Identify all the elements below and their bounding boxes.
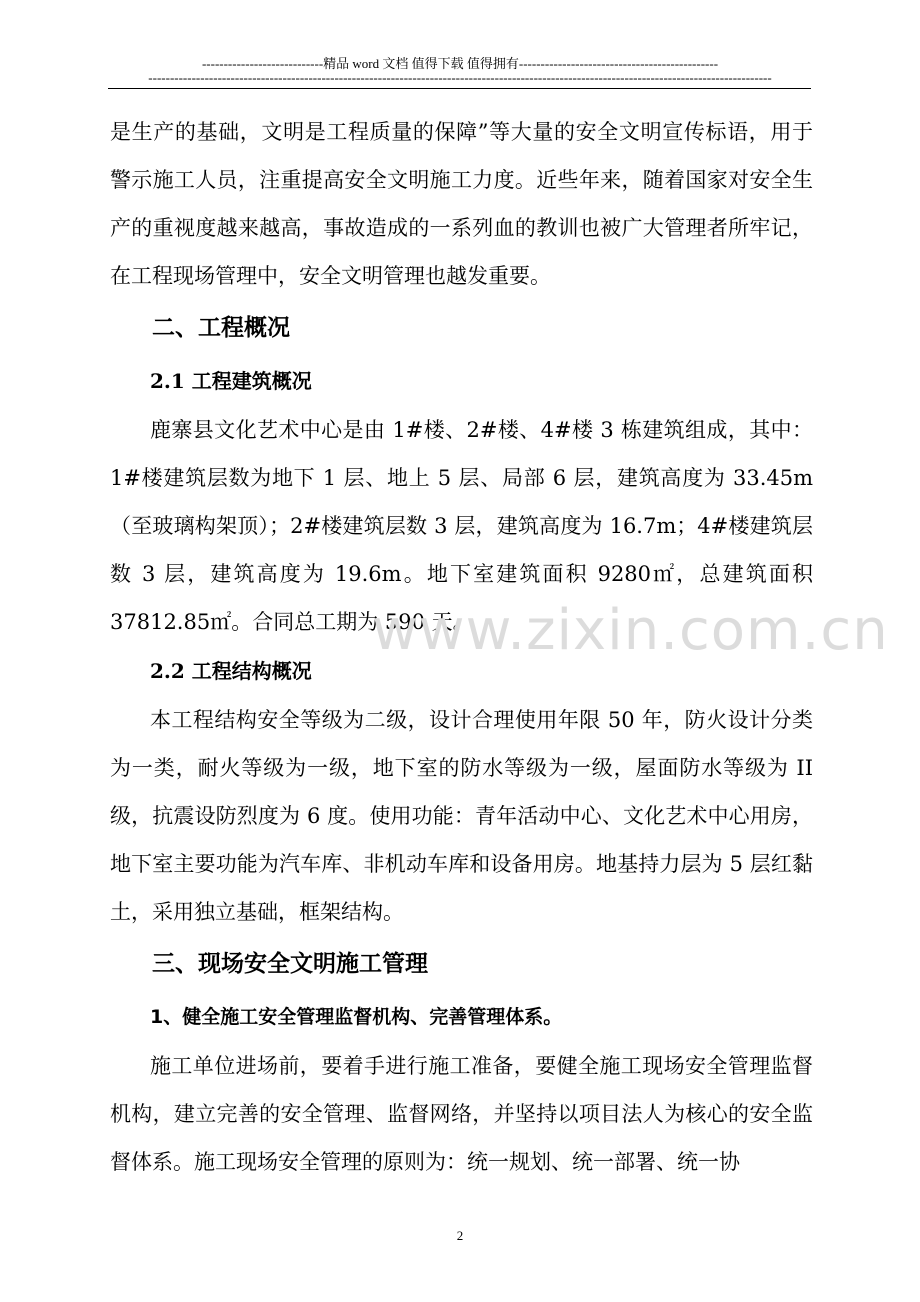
heading-safety-supervision: 1、健全施工安全管理监督机构、完善管理体系。 bbox=[150, 1006, 563, 1028]
paragraph-building-overview: 鹿寨县文化艺术中心是由 1#楼、2#楼、4#楼 3 栋建筑组成，其中：1#楼建筑层数为地下 1 层、地上 5 层、局部 6 层，建筑高度为 33.45m（至玻璃构架顶）；2#楼建筑层数 3 层，建筑高度为 16.7m；4#楼建筑层数 3 层，建筑高度为 19.6m。地下室建筑面积 9280㎡，总建筑面积 37812.85㎡。合同总工期为 590 天。 bbox=[110, 418, 813, 634]
header-rule bbox=[108, 88, 811, 89]
paragraph-safety-supervision: 施工单位进场前，要着手进行施工准备，要健全施工现场安全管理监督机构，建立完善的安全管理、监督网络，并坚持以项目法人为核心的安全监督体系。施工现场安全管理的原则为：统一规划、统一部署、统一协 bbox=[110, 1054, 813, 1174]
paragraph-structure-overview: 本工程结构安全等级为二级，设计合理使用年限 50 年，防火设计分类为一类，耐火等级为一级，地下室的防水等级为一级，屋面防水等级为 II 级，抗震设防烈度为 6 度。使用功能：青年活动中心、文化艺术中心用房，地下室主要功能为汽车库、非机动车库和设备用房。地基持力层为 5 层红黏土，采用独立基础，框架结构。 bbox=[110, 708, 813, 924]
heading-project-overview: 二、工程概况 bbox=[152, 315, 290, 341]
page-number: 2 bbox=[456, 1228, 464, 1243]
heading-building-overview: 2.1 工程建筑概况 bbox=[150, 369, 312, 393]
page-header-banner: ----------------------------精品 word 文档 值得下载 值得拥有---------------------------------------------- bbox=[201, 56, 719, 71]
watermark: www.zixin.com.cn bbox=[372, 598, 889, 663]
paragraph-intro: 是生产的基础，文明是工程质量的保障”等大量的安全文明宣传标语，用于警示施工人员，注重提高安全文明施工力度。近些年来，随着国家对安全生产的重视度越来越高，事故造成的一系列血的教训也被广大管理者所牢记，在工程现场管理中，安全文明管理也越发重要。 bbox=[110, 120, 813, 288]
document-body bbox=[110, 108, 813, 1186]
heading-structure-overview: 2.2 工程结构概况 bbox=[150, 659, 312, 683]
heading-site-safety-management: 三、现场安全文明施工管理 bbox=[152, 951, 428, 977]
page-header-dashes: ------------------------------------------------------------------------------------------------------------------------------------------------ bbox=[148, 70, 772, 85]
